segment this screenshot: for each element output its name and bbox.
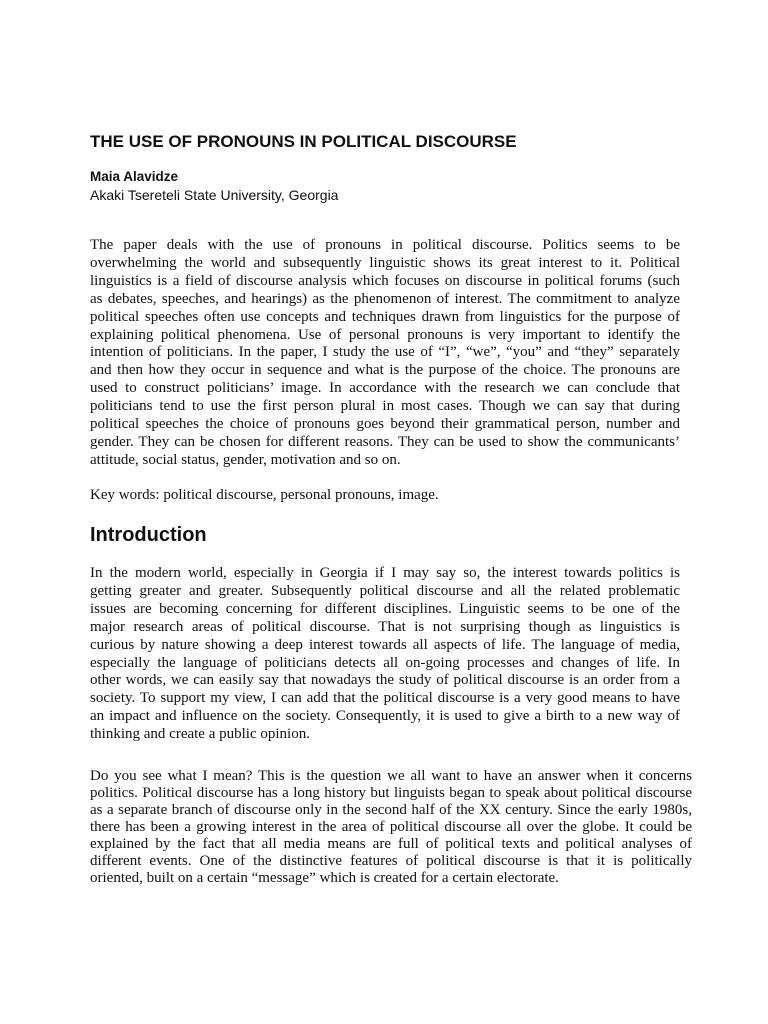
text-line: thinking and create a public opinion. [90,726,310,743]
text-line: and then how they occur in sequence and what is the purpose of the choice. The pronouns are [90,362,680,379]
introduction-paragraph-2 [90,768,692,887]
text-line: linguistics is a field of discourse analysis which focuses on discourse in political forums (such [90,272,680,289]
text-line: explained by the fact that all media means are full of political texts and political analyses of [90,836,692,852]
text-line: politicians tend to use the first person plural in most cases. Though we can say that during [90,398,680,415]
text-line: oriented, built on a certain “message” which is created for a certain electorate. [90,870,559,886]
text-line: political speeches often use concepts and techniques drawn from linguistics for the purpose of [90,308,680,325]
author-affiliation: Akaki Tsereteli State University, Georgia [90,187,339,203]
paper-title: THE USE OF PRONOUNS IN POLITICAL DISCOURSE [90,132,517,151]
text-line: especially the language of politicians detects all on-going processes and changes of life. In [90,654,680,671]
text-line: attitude, social status, gender, motivation and so on. [90,451,401,468]
text-line: used to construct politicians’ image. In accordance with the research we can conclude that [90,380,680,397]
text-line: In the modern world, especially in Georgia if I may say so, the interest towards politics is [90,565,680,581]
text-line: The paper deals with the use of pronouns in political discourse. Politics seems to be [90,237,680,253]
keywords: Key words: political discourse, personal pronouns, image. [90,487,439,503]
text-line: as debates, speeches, and hearings) as the phenomenon of interest. The commitment to analyze [90,290,680,307]
text-line: overwhelming the world and subsequently linguistic shows its great interest to it. Political [90,254,680,271]
text-line: there has been a growing interest in the area of political discourse all over the globe. It could be [90,819,692,835]
introduction-paragraph-1 [90,565,680,744]
text-line: getting greater and greater. Subsequently political discourse and all the related problematic [90,582,680,599]
text-line: other words, we can easily say that nowadays the study of political discourse is an order from a [90,672,680,689]
text-line: explaining political phenomena. Use of personal pronouns is very important to identify the [90,326,680,343]
text-line: gender. They can be chosen for different reasons. They can be used to show the communicants’ [90,433,680,450]
text-line: issues are becoming concerning for different disciplines. Linguistic seems to be one of the [90,600,680,617]
text-line: as a separate branch of discourse only in the second half of the XX century. Since the early 1980s, [90,802,692,818]
text-line: intention of politicians. In the paper, I study the use of “I”, “we”, “you” and “they” separately [90,344,680,361]
abstract-paragraph [90,237,680,470]
author-name: Maia Alavidze [90,169,179,184]
text-line: political speeches the choice of pronouns goes beyond their grammatical person, number and [90,416,680,433]
text-line: Do you see what I mean? This is the question we all want to have an answer when it concerns [90,768,692,784]
section-heading-introduction: Introduction [90,524,207,546]
text-line: society. To support my view, I can add that the political discourse is a very good means to have [90,690,680,707]
text-line: different events. One of the distinctive features of political discourse is that it is politically [90,853,692,869]
text-line: curious by nature showing a deep interest towards all aspects of life. The language of media, [90,636,680,653]
text-line: politics. Political discourse has a long history but linguists began to speak about political discourse [90,785,692,801]
text-line: major research areas of political discourse. That is not surprising though as linguistics is [90,618,680,635]
text-line: an impact and influence on the society. Consequently, it is used to give a birth to a new way of [90,708,680,725]
